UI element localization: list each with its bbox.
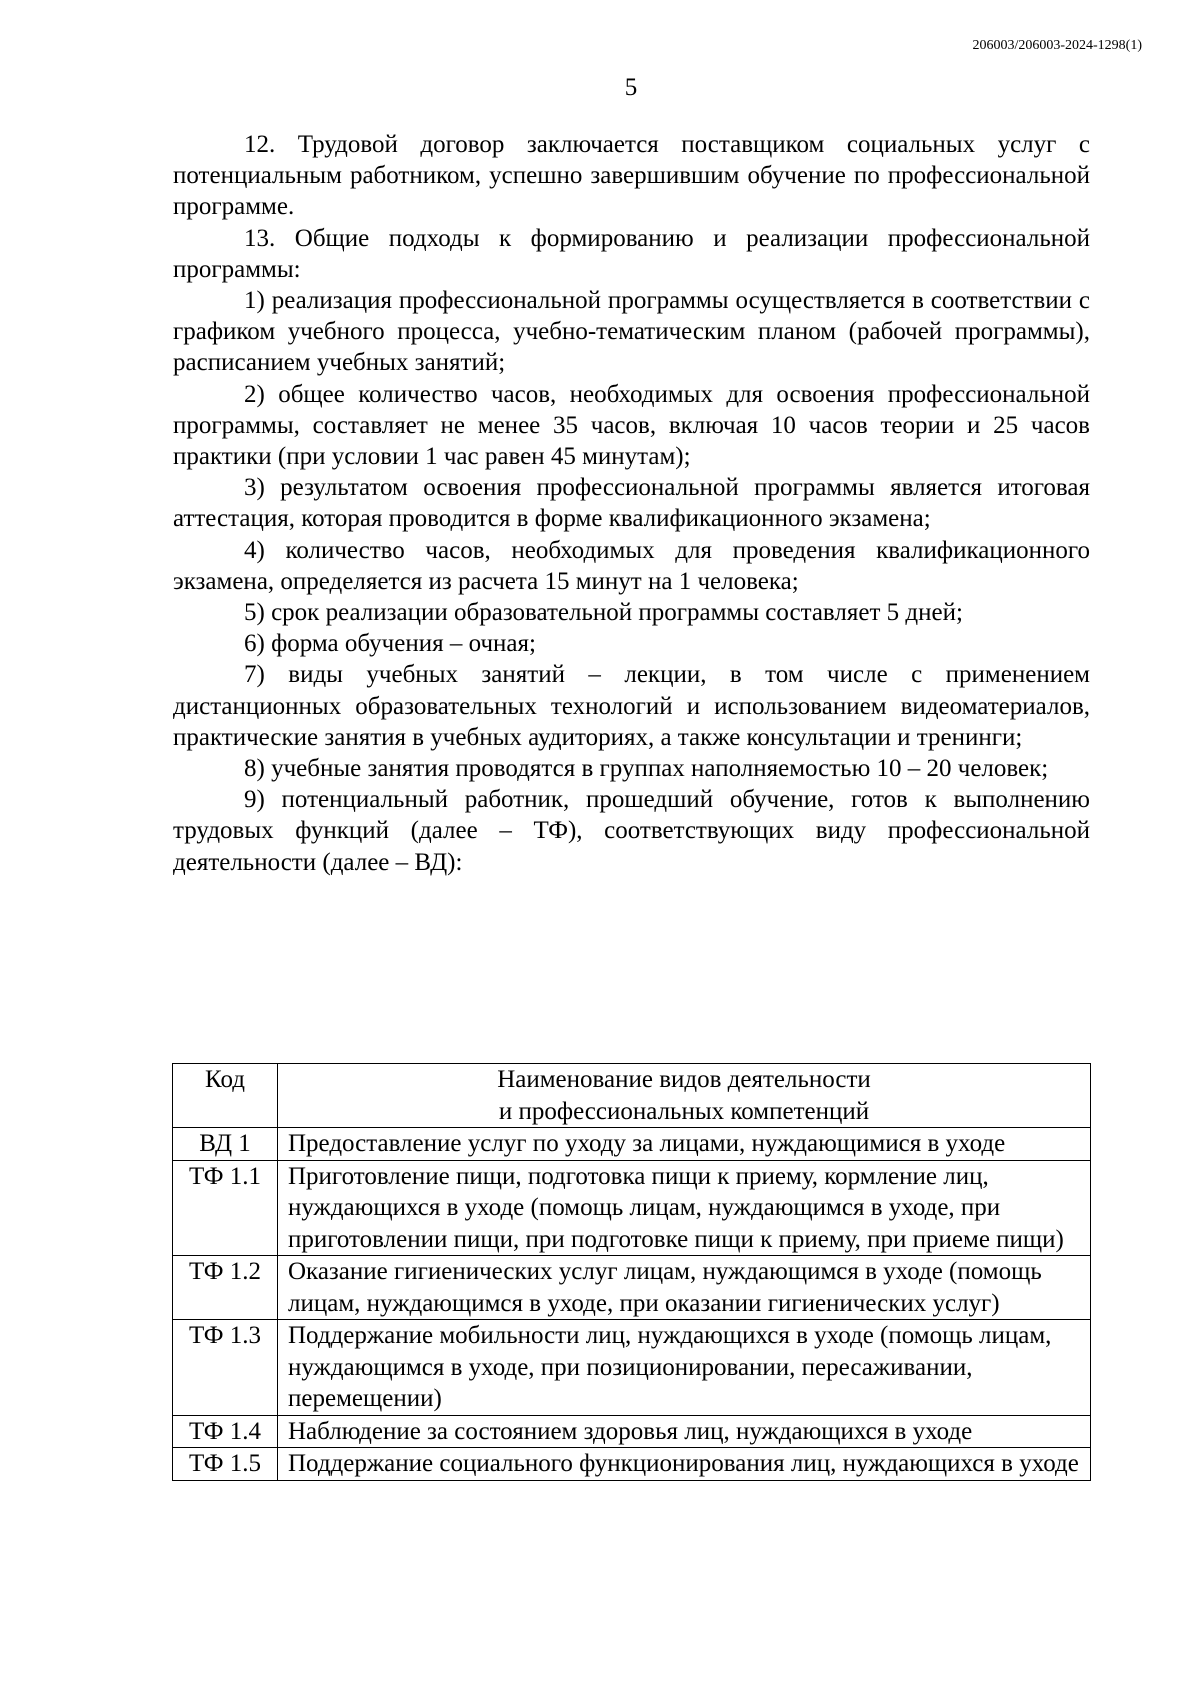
row-text: Приготовление пищи, подготовка пищи к приему, кормление лиц, нуждающихся в уходе (помощь лицам, нуждающимся в уходе, при приготовлении пищи, при подготовке пищи к приему, при приеме пищи) <box>278 1160 1091 1256</box>
table-row <box>173 1160 1091 1256</box>
competency-table-container <box>172 1063 1091 1481</box>
row-code: ТФ 1.1 <box>173 1160 278 1256</box>
table-row <box>173 1415 1091 1448</box>
document-body <box>173 129 1090 878</box>
table-row <box>173 1128 1091 1161</box>
row-code: ТФ 1.3 <box>173 1320 278 1416</box>
paragraph-12: 12. Трудовой договор заключается поставщиком социальных услуг с потенциальным работником, успешно завершившим обучение по профессиональной программе. <box>173 131 1090 221</box>
paragraph-13: 13. Общие подходы к формированию и реализации профессиональной программы: <box>173 224 1090 283</box>
table-header-row <box>173 1064 1091 1128</box>
header-code: Код <box>173 1064 278 1128</box>
header-name <box>278 1064 1091 1128</box>
list-item-1: 1) реализация профессиональной программы осуществляется в соответствии с графиком учебного процесса, учебно-тематическим планом (рабочей программы), расписанием учебных занятий; <box>173 287 1090 377</box>
row-text: Предоставление услуг по уходу за лицами, нуждающимися в уходе <box>278 1128 1091 1161</box>
row-text: Поддержание мобильности лиц, нуждающихся в уходе (помощь лицам, нуждающимся в уходе, при позиционировании, пересаживании, перемещении) <box>278 1320 1091 1416</box>
list-item-2: 2) общее количество часов, необходимых для освоения профессиональной программы, составляет не менее 35 часов, включая 10 часов теории и 25 часов практики (при условии 1 час равен 45 минутам); <box>173 380 1090 471</box>
list-item-4: 4) количество часов, необходимых для проведения квалификационного экзамена, определяется из расчета 15 минут на 1 человека; <box>173 536 1090 595</box>
header-name-line2: и профессиональных компетенций <box>498 1097 870 1125</box>
table-row <box>173 1448 1091 1481</box>
list-item-8: 8) учебные занятия проводятся в группах наполняемостью 10 – 20 человек; <box>244 755 1049 783</box>
row-text: Оказание гигиенических услуг лицам, нуждающимся в уходе (помощь лицам, нуждающимся в уходе, при оказании гигиенических услуг) <box>278 1256 1091 1320</box>
list-item-3: 3) результатом освоения профессиональной программы является итоговая аттестация, которая проводится в форме квалификационного экзамена; <box>173 474 1090 533</box>
competency-table <box>172 1063 1091 1481</box>
row-code: ТФ 1.4 <box>173 1415 278 1448</box>
header-name-line1: Наименование видов деятельности <box>497 1066 871 1093</box>
row-code: ВД 1 <box>173 1128 278 1161</box>
row-text: Поддержание социального функционирования лиц, нуждающихся в уходе <box>278 1448 1091 1481</box>
list-item-9: 9) потенциальный работник, прошедший обучение, готов к выполнению трудовых функций (далее – ТФ), соответствующих виду профессиональной деятельности (далее – ВД): <box>173 786 1090 876</box>
row-text: Наблюдение за состоянием здоровья лиц, нуждающихся в уходе <box>278 1415 1091 1448</box>
list-item-6: 6) форма обучения – очная; <box>244 630 536 658</box>
list-item-7: 7) виды учебных занятий – лекции, в том числе с применением дистанционных образовательных технологий и использованием видеоматериалов, практические занятия в учебных аудиториях, а также консультации и тренинги; <box>173 661 1090 751</box>
table-row <box>173 1256 1091 1320</box>
list-item-5: 5) срок реализации образовательной программы составляет 5 дней; <box>244 599 963 627</box>
table-row <box>173 1320 1091 1416</box>
row-code: ТФ 1.2 <box>173 1256 278 1320</box>
row-code: ТФ 1.5 <box>173 1448 278 1481</box>
page-number: 5 <box>624 74 638 101</box>
document-id: 206003/206003-2024-1298(1) <box>972 38 1142 53</box>
